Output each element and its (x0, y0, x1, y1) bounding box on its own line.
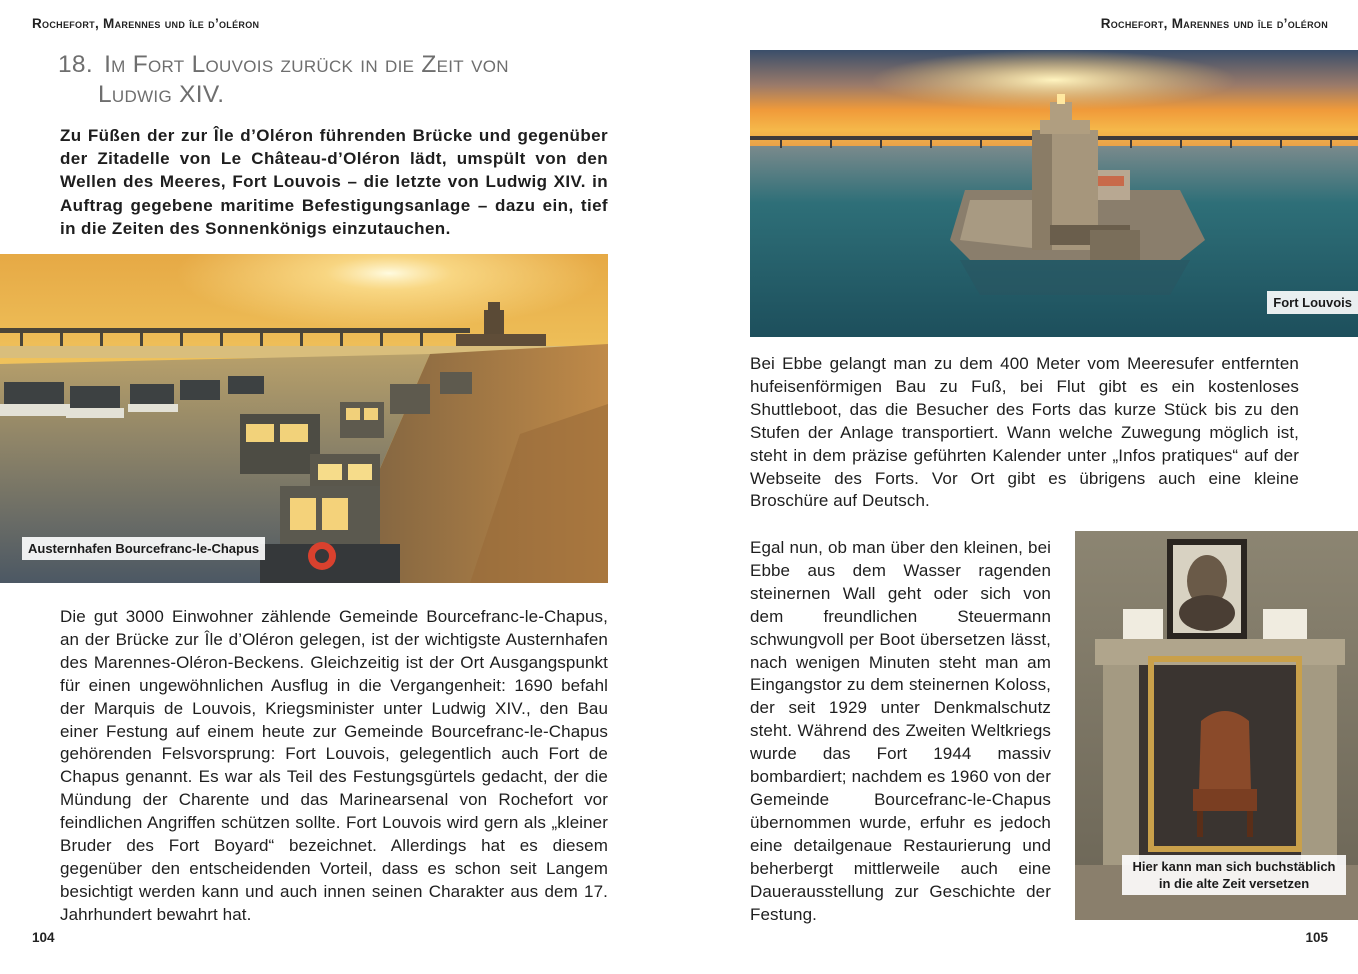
right-paragraph-1: Bei Ebbe gelangt man zu dem 400 Meter vom Meeresufer entfernten hufeisenförmigen Bau zu Fuß, bei Flut gibt es ein kostenloses Shuttleboot, das die Besucher des Forts das kurze Stück bis zu den Stufen der Anlage transportiert. Wann welche Zuwegung möglich ist, steht in dem präzise geführten Kalender unter „Infos pratiques“ auf der Webseite des Forts. Vor Ort gibt es übrigens auch eine kleine Broschüre auf Deutsch. (750, 354, 1299, 511)
chapter-number: 18. (58, 51, 93, 78)
right-running-title: Rochefort, Marennes und île d’oléron (1100, 16, 1328, 31)
left-running-title: Rochefort, Marennes und île d’oléron (32, 16, 260, 31)
chapter-title-line1: Im Fort Louvois zurück in die Zeit von (104, 51, 509, 78)
right-page-number: 105 (1305, 930, 1328, 945)
interior-photo-caption: Hier kann man sich buchstäblich in die alte Zeit versetzen (1122, 855, 1346, 895)
right-paragraph-2: Egal nun, ob man über den kleinen, bei Ebbe aus dem Wasser ragenden steinernen Wall geht oder sich von dem freundlichen Steuermann schwungvoll per Boot übersetzen lässt, nach wenigen Minuten steht man am Eingangstor zu dem steinernen Koloss, der seit 1929 unter Denkmalschutz steht. Während des Zweiten Weltkriegs wurde das Fort 1944 massiv bombardiert; nachdem es 1960 von der Gemeinde Bourcefranc-le-Chapus übernommen wurde, erfuhr es jedoch eine detailgenaue Restaurierung und beherbergt mittlerweile auch eine Dauerausstellung zur Geschichte der Festung. (750, 538, 1051, 924)
harbour-photo-caption: Austernhafen Bourcefranc-le-Chapus (22, 537, 265, 560)
chapter-title (58, 50, 618, 110)
left-page-number: 104 (32, 930, 55, 945)
oyster-harbour-photo (0, 254, 608, 583)
lead-paragraph: Zu Füßen der zur Île d’Oléron führenden Brücke und gegenüber der Zitadelle von Le Château-d’Oléron lädt, umspült von den Wellen des Meeres, Fort Louvois – die letzte von Ludwig XIV. in Auftrag gegebene maritime Befestigungsanlage – dazu ein, tief in die Zeiten des Sonnenkönigs einzutauchen. (60, 126, 608, 238)
left-body-paragraph: Die gut 3000 Einwohner zählende Gemeinde Bourcefranc-le-Chapus, an der Brücke zur Île d’Oléron gelegen, ist der wichtigste Austernhafen des Marennes-Oléron-Beckens. Gleichzeitig ist der Ort Ausgangspunkt für einen ungewöhnlichen Ausflug in die Vergangenheit: 1690 befahl der Marquis de Louvois, Kriegsminister unter Ludwig XIV., den Bau einer Festung auf einem heute zur Gemeinde Bourcefranc-le-Chapus gehörenden Felsvorsprung: Fort Louvois, gelegentlich auch Fort de Chapus genannt. Es war als Teil des Festungsgürtels gedacht, der die Mündung der Charente und das Marinearsenal von Rochefort vor feindlichen Angriffen schützen sollte. Fort Louvois wird gern als „kleiner Bruder des Fort Boyard“ bezeichnet. Allerdings hat es diesem gegenüber den entscheidenden Vorteil, dass es schon seit Langem besichtigt werden kann und auch innen seinen Charakter aus dem 17. Jahrhundert bewahrt hat. (60, 607, 608, 924)
fort-photo-caption: Fort Louvois (1267, 291, 1358, 314)
chapter-title-line2: Ludwig XIV. (98, 81, 225, 108)
